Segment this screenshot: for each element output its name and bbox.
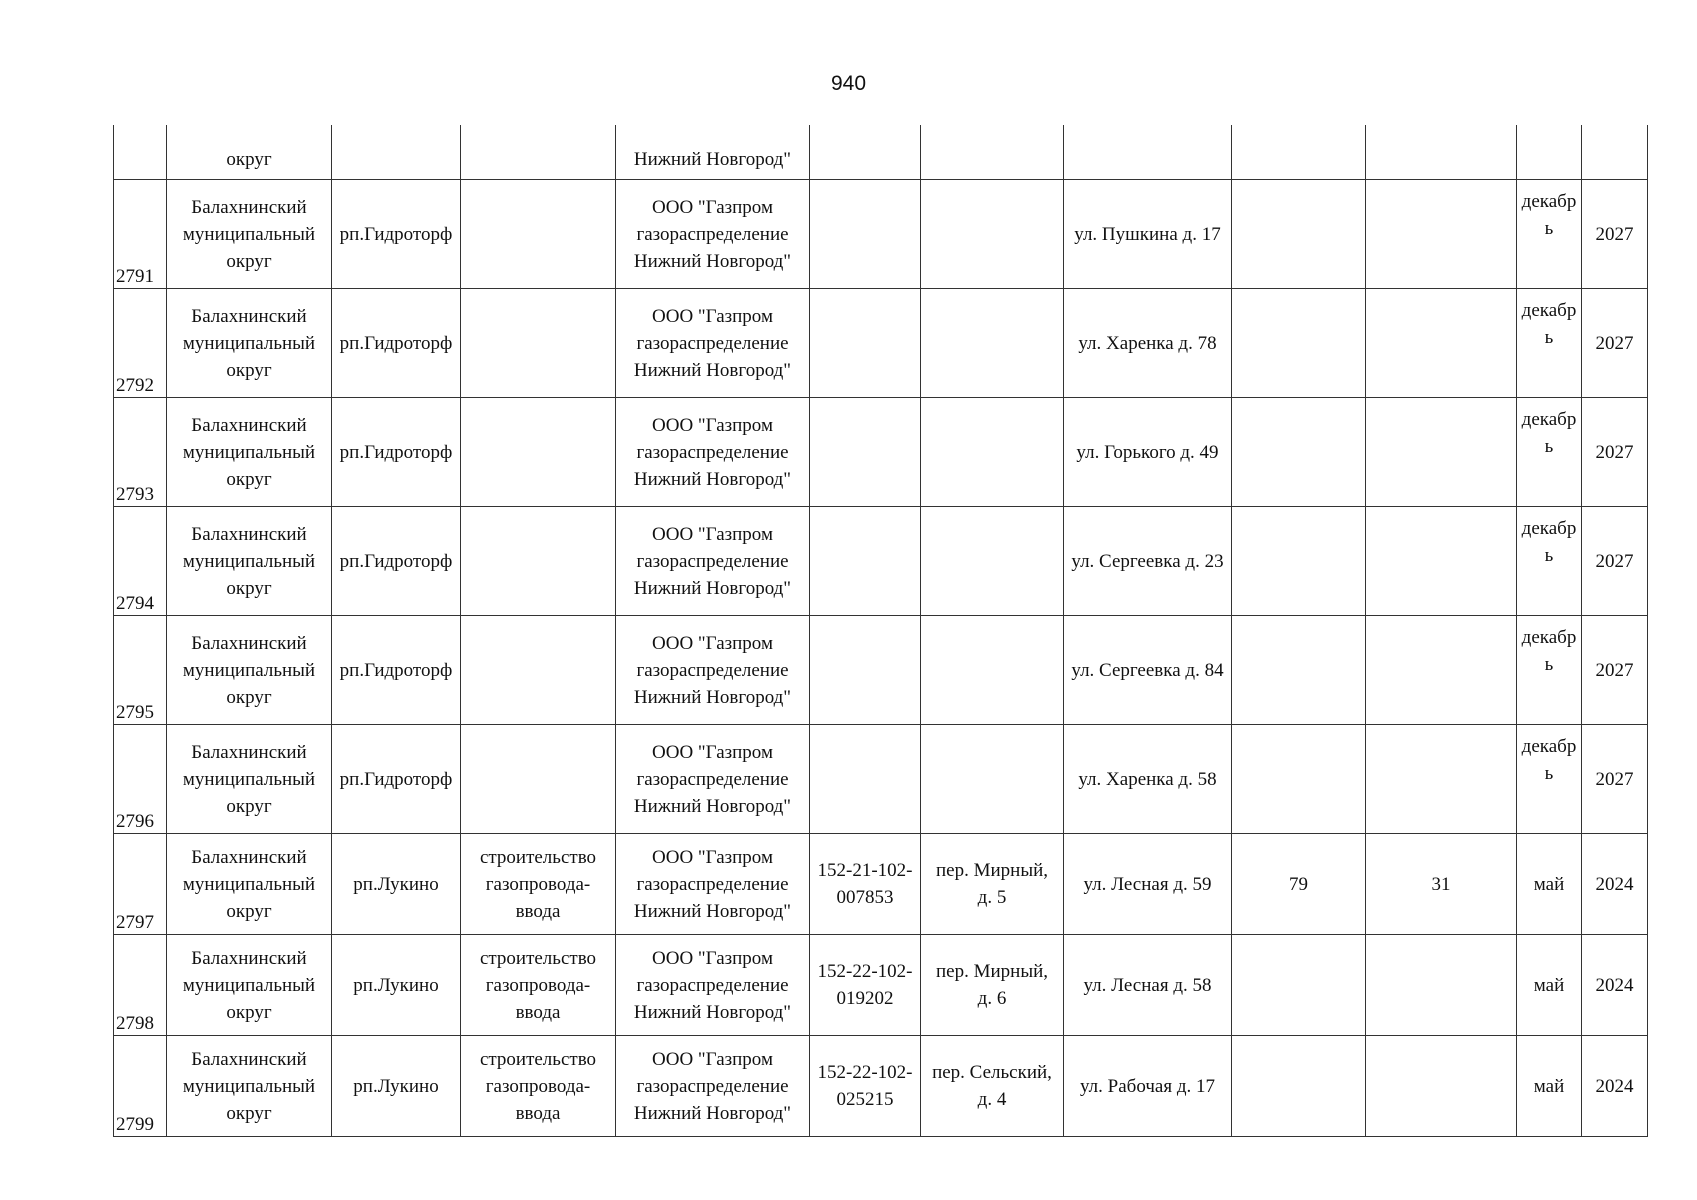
organization-line: ООО "Газпром xyxy=(652,1048,773,1070)
address-from-line: д. 6 xyxy=(977,988,1007,1009)
month-line: ь xyxy=(1544,763,1554,784)
cell-settlement: рп.Гидроторф xyxy=(332,616,461,725)
organization-line: газораспределение xyxy=(636,873,789,895)
district-line: Балахнинский xyxy=(191,741,307,763)
cell-code xyxy=(810,507,921,616)
organization-line: газораспределение xyxy=(636,1075,789,1097)
cell-num xyxy=(114,125,167,180)
row-number: 2795 xyxy=(116,702,154,723)
address-from-line: пер. Мирный, xyxy=(935,961,1048,982)
table-row xyxy=(114,834,1648,935)
organization-line: Нижний Новгород" xyxy=(633,577,792,599)
cell-col10 xyxy=(1366,1036,1517,1137)
cell-address-from xyxy=(921,834,1064,935)
cell-year: 2027 xyxy=(1582,507,1648,616)
month-line: ь xyxy=(1544,218,1554,239)
code-line: 152-22-102- xyxy=(817,961,913,982)
organization-line: Нижний Новгород" xyxy=(633,686,792,708)
row-number: 2799 xyxy=(116,1114,154,1135)
cell-work xyxy=(461,398,616,507)
cell-month xyxy=(1517,834,1582,935)
cell-district xyxy=(167,398,332,507)
cell-district xyxy=(167,725,332,834)
district-line: округ xyxy=(226,577,272,599)
cell-num xyxy=(114,725,167,834)
district-line: Балахнинский xyxy=(191,1048,307,1070)
work-line: ввода xyxy=(515,1102,561,1124)
organization-line: Нижний Новгород" xyxy=(633,468,792,490)
cell-work xyxy=(461,616,616,725)
cell-col10 xyxy=(1366,289,1517,398)
cell-work xyxy=(461,1036,616,1137)
work-line: строительство xyxy=(479,846,597,868)
cell-year: 2027 xyxy=(1582,180,1648,289)
cell-address-from xyxy=(921,1036,1064,1137)
row-number: 2792 xyxy=(116,375,154,396)
cell-address: ул. Харенка д. 58 xyxy=(1064,725,1232,834)
cell-settlement: рп.Гидроторф xyxy=(332,725,461,834)
cell-col9 xyxy=(1232,289,1366,398)
cell-address: ул. Лесная д. 59 xyxy=(1064,834,1232,935)
cell-address: ул. Лесная д. 58 xyxy=(1064,935,1232,1036)
cell-organization xyxy=(616,935,810,1036)
table-row xyxy=(114,398,1648,507)
work-line: строительство xyxy=(479,1048,597,1070)
district-line: округ xyxy=(226,359,272,381)
district-line: муниципальный xyxy=(182,441,316,463)
cell-num xyxy=(114,834,167,935)
work-line: газопровода- xyxy=(485,974,591,996)
cell-col9 xyxy=(1232,935,1366,1036)
cell-year: 2027 xyxy=(1582,725,1648,834)
cell-district xyxy=(167,180,332,289)
cell-address: ул. Горького д. 49 xyxy=(1064,398,1232,507)
code-line: 152-22-102- xyxy=(817,1062,913,1083)
month-line: декабр xyxy=(1521,191,1577,212)
cell-organization xyxy=(616,398,810,507)
cell-col9 xyxy=(1232,180,1366,289)
cell-code xyxy=(810,935,921,1036)
month-line: май xyxy=(1533,1075,1565,1097)
cell-work xyxy=(461,507,616,616)
district-line: муниципальный xyxy=(182,768,316,790)
cell-address: ул. Сергеевка д. 84 xyxy=(1064,616,1232,725)
cell-year xyxy=(1582,125,1648,180)
organization-line: Нижний Новгород" xyxy=(633,359,792,381)
address-from-line: д. 5 xyxy=(977,887,1007,908)
district-line: Балахнинский xyxy=(191,196,307,218)
cell-year: 2024 xyxy=(1582,935,1648,1036)
organization-line: ООО "Газпром xyxy=(652,196,773,218)
district-line: округ xyxy=(226,686,272,708)
cell-col10 xyxy=(1366,725,1517,834)
code-line: 025215 xyxy=(836,1089,894,1110)
organization-line: Нижний Новгород" xyxy=(633,1102,792,1124)
cell-col10 xyxy=(1366,616,1517,725)
organization-line: газораспределение xyxy=(636,223,789,245)
cell-address-from xyxy=(921,289,1064,398)
organization-line: ООО "Газпром xyxy=(652,741,773,763)
cell-work xyxy=(461,834,616,935)
cell-address-from xyxy=(921,725,1064,834)
page-number: 940 xyxy=(830,72,867,95)
cell-month xyxy=(1517,289,1582,398)
cell-district xyxy=(167,616,332,725)
organization-line: газораспределение xyxy=(636,332,789,354)
organization-line: Нижний Новгород" xyxy=(633,1001,792,1023)
cell-address: ул. Сергеевка д. 23 xyxy=(1064,507,1232,616)
cell-district xyxy=(167,289,332,398)
cell-settlement: рп.Лукино xyxy=(332,935,461,1036)
month-line: декабр xyxy=(1521,409,1577,430)
address-from-line: д. 4 xyxy=(977,1089,1007,1110)
cell-district xyxy=(167,935,332,1036)
organization-line: Нижний Новгород" xyxy=(633,795,792,817)
district-line: округ xyxy=(226,1102,272,1124)
cell-col10 xyxy=(1366,507,1517,616)
cell-code xyxy=(810,725,921,834)
cell-work xyxy=(461,289,616,398)
cell-address: ул. Харенка д. 78 xyxy=(1064,289,1232,398)
row-number: 2791 xyxy=(116,266,154,287)
cell-month xyxy=(1517,725,1582,834)
district-line: округ xyxy=(226,250,272,272)
cell-organization xyxy=(616,289,810,398)
cell-col10 xyxy=(1366,180,1517,289)
cell-year: 2027 xyxy=(1582,289,1648,398)
cell-num xyxy=(114,1036,167,1137)
cell-num xyxy=(114,289,167,398)
district-line: округ xyxy=(226,1001,272,1023)
cell-settlement: рп.Гидроторф xyxy=(332,180,461,289)
month-line: ь xyxy=(1544,545,1554,566)
cell-settlement: рп.Лукино xyxy=(332,834,461,935)
cell-month xyxy=(1517,1036,1582,1137)
month-line: май xyxy=(1533,974,1565,996)
cell-district: округ xyxy=(167,125,332,180)
cell-work xyxy=(461,935,616,1036)
cell-num xyxy=(114,935,167,1036)
cell-month xyxy=(1517,125,1582,180)
cell-address-from xyxy=(921,616,1064,725)
cell-col10: 31 xyxy=(1366,834,1517,935)
cell-address-from xyxy=(921,935,1064,1036)
organization-line: Нижний Новгород" xyxy=(633,250,792,272)
cell-code xyxy=(810,398,921,507)
organization-line: ООО "Газпром xyxy=(652,305,773,327)
cell-work xyxy=(461,725,616,834)
work-line: ввода xyxy=(515,900,561,922)
cell-col10 xyxy=(1366,125,1517,180)
district-line: муниципальный xyxy=(182,332,316,354)
work-line: газопровода- xyxy=(485,1075,591,1097)
table-row xyxy=(114,616,1648,725)
cell-district xyxy=(167,834,332,935)
cell-organization xyxy=(616,180,810,289)
work-line: газопровода- xyxy=(485,873,591,895)
gas-connection-table xyxy=(113,125,1648,1137)
cell-district xyxy=(167,1036,332,1137)
district-line: Балахнинский xyxy=(191,414,307,436)
month-line: декабр xyxy=(1521,627,1577,648)
cell-settlement: рп.Гидроторф xyxy=(332,289,461,398)
organization-line: газораспределение xyxy=(636,441,789,463)
cell-address-from xyxy=(921,125,1064,180)
cell-address-from xyxy=(921,180,1064,289)
cell-col9 xyxy=(1232,398,1366,507)
cell-col9 xyxy=(1232,507,1366,616)
district-line: Балахнинский xyxy=(191,523,307,545)
month-line: ь xyxy=(1544,654,1554,675)
district-line: муниципальный xyxy=(182,1075,316,1097)
cell-code xyxy=(810,616,921,725)
organization-line: ООО "Газпром xyxy=(652,523,773,545)
month-line: декабр xyxy=(1521,736,1577,757)
row-number: 2796 xyxy=(116,811,154,832)
cell-num xyxy=(114,180,167,289)
table-body xyxy=(114,125,1648,1137)
organization-line: ООО "Газпром xyxy=(652,414,773,436)
district-line: муниципальный xyxy=(182,873,316,895)
district-line: Балахнинский xyxy=(191,846,307,868)
organization-line: ООО "Газпром xyxy=(652,846,773,868)
cell-settlement: рп.Гидроторф xyxy=(332,507,461,616)
cell-num xyxy=(114,507,167,616)
cell-organization: Нижний Новгород" xyxy=(616,125,810,180)
cell-settlement: рп.Гидроторф xyxy=(332,398,461,507)
month-line: ь xyxy=(1544,436,1554,457)
work-line: строительство xyxy=(479,947,597,969)
district-line: округ xyxy=(226,468,272,490)
row-number: 2794 xyxy=(116,593,154,614)
cell-col9 xyxy=(1232,125,1366,180)
district-line: округ xyxy=(226,900,272,922)
table-row xyxy=(114,289,1648,398)
cell-col9 xyxy=(1232,725,1366,834)
cell-code xyxy=(810,289,921,398)
organization-line: ООО "Газпром xyxy=(652,632,773,654)
cell-num xyxy=(114,398,167,507)
month-line: декабр xyxy=(1521,300,1577,321)
cell-year: 2024 xyxy=(1582,1036,1648,1137)
organization-line: Нижний Новгород" xyxy=(633,900,792,922)
table-row xyxy=(114,1036,1648,1137)
district-line: муниципальный xyxy=(182,974,316,996)
cell-address: ул. Пушкина д. 17 xyxy=(1064,180,1232,289)
cell-year: 2024 xyxy=(1582,834,1648,935)
table-row xyxy=(114,180,1648,289)
table-row xyxy=(114,935,1648,1036)
month-line: май xyxy=(1533,873,1565,895)
code-line: 007853 xyxy=(836,887,894,908)
cell-month xyxy=(1517,398,1582,507)
work-line: ввода xyxy=(515,1001,561,1023)
cell-col9 xyxy=(1232,616,1366,725)
cell-organization xyxy=(616,1036,810,1137)
cell-code xyxy=(810,1036,921,1137)
table-row xyxy=(114,725,1648,834)
cell-organization xyxy=(616,834,810,935)
cell-address-from xyxy=(921,507,1064,616)
organization-line: газораспределение xyxy=(636,974,789,996)
organization-line: газораспределение xyxy=(636,768,789,790)
cell-address: ул. Рабочая д. 17 xyxy=(1064,1036,1232,1137)
district-line: округ xyxy=(226,795,272,817)
cell-col10 xyxy=(1366,935,1517,1036)
cell-month xyxy=(1517,507,1582,616)
month-line: декабр xyxy=(1521,518,1577,539)
continuation-row xyxy=(114,125,1648,180)
cell-num xyxy=(114,616,167,725)
cell-settlement: рп.Лукино xyxy=(332,1036,461,1137)
month-line: ь xyxy=(1544,327,1554,348)
cell-month xyxy=(1517,180,1582,289)
cell-address-from xyxy=(921,398,1064,507)
cell-year: 2027 xyxy=(1582,398,1648,507)
row-number: 2793 xyxy=(116,484,154,505)
cell-code xyxy=(810,125,921,180)
cell-col9 xyxy=(1232,1036,1366,1137)
district-line: Балахнинский xyxy=(191,947,307,969)
organization-line: ООО "Газпром xyxy=(652,947,773,969)
row-number: 2797 xyxy=(116,912,154,933)
cell-month xyxy=(1517,935,1582,1036)
cell-col10 xyxy=(1366,398,1517,507)
row-number: 2798 xyxy=(116,1013,154,1034)
code-line: 152-21-102- xyxy=(817,860,913,881)
organization-line: газораспределение xyxy=(636,659,789,681)
cell-work xyxy=(461,125,616,180)
district-line: муниципальный xyxy=(182,550,316,572)
district-line: муниципальный xyxy=(182,659,316,681)
cell-code xyxy=(810,180,921,289)
district-line: муниципальный xyxy=(182,223,316,245)
district-line: Балахнинский xyxy=(191,632,307,654)
cell-district xyxy=(167,507,332,616)
cell-year: 2027 xyxy=(1582,616,1648,725)
cell-organization xyxy=(616,507,810,616)
cell-organization xyxy=(616,725,810,834)
code-line: 019202 xyxy=(836,988,894,1009)
cell-organization xyxy=(616,616,810,725)
organization-line: газораспределение xyxy=(636,550,789,572)
cell-work xyxy=(461,180,616,289)
cell-month xyxy=(1517,616,1582,725)
cell-settlement xyxy=(332,125,461,180)
cell-col9: 79 xyxy=(1232,834,1366,935)
cell-address xyxy=(1064,125,1232,180)
district-line: Балахнинский xyxy=(191,305,307,327)
cell-code xyxy=(810,834,921,935)
table-row xyxy=(114,507,1648,616)
address-from-line: пер. Сельский, xyxy=(932,1062,1052,1083)
address-from-line: пер. Мирный, xyxy=(935,860,1048,881)
